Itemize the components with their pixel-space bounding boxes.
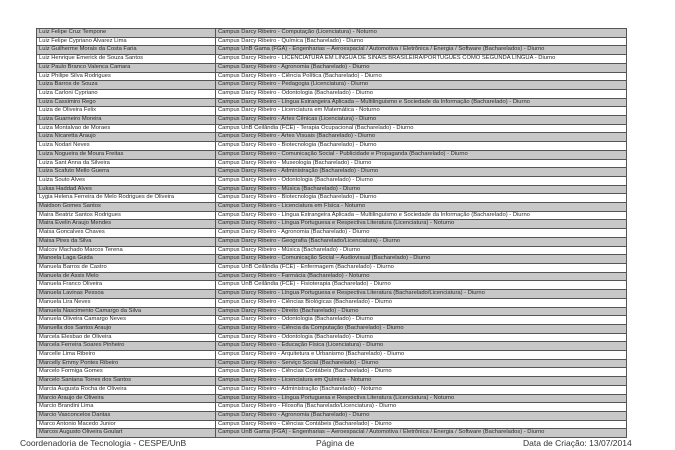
course-cell: Campus Darcy Ribeiro - Odontologia (Bacharelado) - Diurno bbox=[216, 176, 627, 185]
student-name-cell: Luiza Nogueira de Moura Freitas bbox=[37, 150, 216, 159]
student-name-cell: Manuela Barros de Castro bbox=[37, 263, 216, 272]
student-name-cell: Manuella dos Santos Araujo bbox=[37, 324, 216, 333]
footer-creation-date: Data de Criação: 13/07/2014 bbox=[523, 438, 632, 448]
student-name-cell: Manuela Lavinas Pessoa bbox=[37, 290, 216, 299]
course-cell: Campus Darcy Ribeiro - Ciências Biológicas (Bacharelado) - Diurno bbox=[216, 298, 627, 307]
table-row bbox=[37, 55, 627, 64]
student-name-cell: Maira Beatriz Santos Rodrigues bbox=[37, 211, 216, 220]
course-cell: Campus Darcy Ribeiro - Serviço Social (Bacharelado) - Diurno bbox=[216, 359, 627, 368]
student-name-cell: Marcio Araujo de Oliveira bbox=[37, 394, 216, 403]
table-row bbox=[37, 394, 627, 403]
table-row bbox=[37, 142, 627, 151]
course-cell: Campus Darcy Ribeiro - Direito (Bacharelado) - Diurno bbox=[216, 307, 627, 316]
course-cell: Campus Darcy Ribeiro - Língua Portuguesa e Respectiva Literatura (Licenciatura) - Noturno bbox=[216, 394, 627, 403]
table-row bbox=[37, 185, 627, 194]
course-cell: Campus Darcy Ribeiro - Artes Visuais (Bacharelado) - Diurno bbox=[216, 133, 627, 142]
course-cell: Campus UnB Ceilândia (FCE) - Terapia Ocupacional (Bacharelado) - Diurno bbox=[216, 124, 627, 133]
table-row bbox=[37, 63, 627, 72]
course-cell: Campus Darcy Ribeiro - Comunicação Social – Audiovisual (Bacharelado) - Diurno bbox=[216, 255, 627, 264]
table-row bbox=[37, 89, 627, 98]
student-name-cell: Luiza Nodari Neves bbox=[37, 142, 216, 151]
student-name-cell: Luiz Henrique Emerick de Souza Santos bbox=[37, 55, 216, 64]
students-table bbox=[36, 28, 627, 438]
student-name-cell: Luiza Souto Alves bbox=[37, 176, 216, 185]
course-cell: Campus Darcy Ribeiro - Administração (Bacharelado) - Noturno bbox=[216, 385, 627, 394]
student-name-cell: Luiza Guarneiro Moreira bbox=[37, 116, 216, 125]
student-name-cell: Lukas Haddad Alves bbox=[37, 185, 216, 194]
table-row bbox=[37, 176, 627, 185]
course-cell: Campus Darcy Ribeiro - Comunicação Social - Publicidade e Propaganda (Bacharelado) - Diurno bbox=[216, 150, 627, 159]
course-cell: Campus Darcy Ribeiro - Artes Cênicas (Licenciatura) - Diurno bbox=[216, 116, 627, 125]
table-row bbox=[37, 333, 627, 342]
course-cell: Campus Darcy Ribeiro - Odontologia (Bacharelado) - Diurno bbox=[216, 89, 627, 98]
table-row bbox=[37, 81, 627, 90]
student-name-cell: Manuela Nascimento Camargo da Silva bbox=[37, 307, 216, 316]
student-name-cell: Marcela Elesbao de Oliveira bbox=[37, 333, 216, 342]
student-name-cell: Luiza Carloni Cypriano bbox=[37, 89, 216, 98]
course-cell: Campus UnB Ceilândia (FCE) - Fisioterapia (Bacharelado) - Diurno bbox=[216, 281, 627, 290]
table-row bbox=[37, 246, 627, 255]
course-cell: Campus Darcy Ribeiro - Administração (Bacharelado) - Diurno bbox=[216, 168, 627, 177]
course-cell: Campus Darcy Ribeiro - Filosofia (Bacharelado/Licenciatura) - Diurno bbox=[216, 403, 627, 412]
course-cell: Campus Darcy Ribeiro - Música (Bacharelado) - Diurno bbox=[216, 246, 627, 255]
student-name-cell: Luiza Nicaretta Araujo bbox=[37, 133, 216, 142]
course-cell: Campus Darcy Ribeiro - Língua Estrangeira Aplicada – Multilinguismo e Sociedade da Informação (Bacharelado) - Diurno bbox=[216, 211, 627, 220]
course-cell: Campus UnB Gama (FGA) - Engenharias – Aeroespacial / Automotiva / Eletrônica / Energia / Software (Bacharelados) - Diurno bbox=[216, 429, 627, 438]
course-cell: Campus Darcy Ribeiro - Arquitetura e Urbanismo (Bacharelado) - Diurno bbox=[216, 351, 627, 360]
course-cell: Campus Darcy Ribeiro - Pedagogia (Licenciatura) - Diurno bbox=[216, 81, 627, 90]
student-name-cell: Luiza de Oliveira Felix bbox=[37, 107, 216, 116]
table-row bbox=[37, 168, 627, 177]
course-cell: Campus Darcy Ribeiro - Língua Estrangeira Aplicada – Multilinguismo e Sociedade da Informação (Bacharelado) - Diurno bbox=[216, 98, 627, 107]
table-row bbox=[37, 116, 627, 125]
table-row bbox=[37, 263, 627, 272]
course-cell: Campus Darcy Ribeiro - Ciência Política (Bacharelado) - Diurno bbox=[216, 72, 627, 81]
student-name-cell: Luiz Philipe Silva Rodrigues bbox=[37, 72, 216, 81]
table-row bbox=[37, 368, 627, 377]
student-name-cell: Malcov Machado Marcos Terena bbox=[37, 246, 216, 255]
course-cell: Campus Darcy Ribeiro - Museologia (Bacharelado) - Diurno bbox=[216, 159, 627, 168]
student-name-cell: Marcela Ferreira Soares Pinheiro bbox=[37, 342, 216, 351]
course-cell: Campus Darcy Ribeiro - Agronomia (Bacharelado) - Diurno bbox=[216, 229, 627, 238]
course-cell: Campus Darcy Ribeiro - Agronomia (Bacharelado) - Diurno bbox=[216, 63, 627, 72]
student-name-cell: Manuela Oliveira Camargo Neves bbox=[37, 316, 216, 325]
table-row bbox=[37, 351, 627, 360]
course-cell: Campus Darcy Ribeiro - Computação (Licenciatura) - Noturno bbox=[216, 29, 627, 38]
student-name-cell: Luiza Scafuto Mello Guerra bbox=[37, 168, 216, 177]
student-name-cell: Luiz Guilherme Morais da Costa Faria bbox=[37, 46, 216, 55]
student-name-cell: Marcia Augusta Rocha de Oliveira bbox=[37, 385, 216, 394]
table-row bbox=[37, 377, 627, 386]
table-row bbox=[37, 324, 627, 333]
course-cell: Campus UnB Ceilândia (FCE) - Enfermagem (Bacharelado) - Diurno bbox=[216, 263, 627, 272]
student-name-cell: Luiza Cassimiro Rego bbox=[37, 98, 216, 107]
table-row bbox=[37, 385, 627, 394]
student-name-cell: Marcelo Formiga Gomes bbox=[37, 368, 216, 377]
student-name-cell: Marcelle Lima Ribeiro bbox=[37, 351, 216, 360]
course-cell: Campus Darcy Ribeiro - Licenciatura em Química - Noturno bbox=[216, 377, 627, 386]
table-row bbox=[37, 342, 627, 351]
course-cell: Campus Darcy Ribeiro - Ciência da Computação (Bacharelado) - Diurno bbox=[216, 324, 627, 333]
table-row bbox=[37, 203, 627, 212]
table-row bbox=[37, 281, 627, 290]
course-cell: Campus Darcy Ribeiro - Odontologia (Bacharelado) - Diurno bbox=[216, 316, 627, 325]
table-row bbox=[37, 133, 627, 142]
table-row bbox=[37, 403, 627, 412]
table-row bbox=[37, 359, 627, 368]
student-name-cell: Marcelo Santana Torres dos Santos bbox=[37, 377, 216, 386]
student-name-cell: Manuela Franco Oliveira bbox=[37, 281, 216, 290]
course-cell: Campus Darcy Ribeiro - Educação Física (Licenciatura) - Diurno bbox=[216, 342, 627, 351]
footer-organization: Coordenadoria de Tecnologia - CESPE/UnB bbox=[20, 438, 187, 448]
course-cell: Campus Darcy Ribeiro - Biotecnologia (Bacharelado) - Diurno bbox=[216, 142, 627, 151]
student-name-cell: Luiz Paulo Branco Valenca Camara bbox=[37, 63, 216, 72]
student-name-cell: Maidson Gomes Santos bbox=[37, 203, 216, 212]
student-name-cell: Luiz Felipe Cruz Tempone bbox=[37, 29, 216, 38]
course-cell: Campus Darcy Ribeiro - Licenciatura em Física - Noturno bbox=[216, 203, 627, 212]
student-name-cell: Luiza Montalvao de Moraes bbox=[37, 124, 216, 133]
table-row bbox=[37, 46, 627, 55]
table-row bbox=[37, 124, 627, 133]
course-cell: Campus Darcy Ribeiro - Farmácia (Bacharelado) - Noturno bbox=[216, 272, 627, 281]
table-row bbox=[37, 211, 627, 220]
student-name-cell: Marcio Vasconcelos Dantas bbox=[37, 411, 216, 420]
student-name-cell: Manoela Laga Guida bbox=[37, 255, 216, 264]
table-row bbox=[37, 429, 627, 438]
student-name-cell: Marco Antonio Macedo Junior bbox=[37, 420, 216, 429]
student-name-cell: Marcio Brandini Lima bbox=[37, 403, 216, 412]
student-name-cell: Maisa Goncalves Chaves bbox=[37, 229, 216, 238]
course-cell: Campus Darcy Ribeiro - Ciências Contábeis (Bacharelado) - Diurno bbox=[216, 420, 627, 429]
course-cell: Campus Darcy Ribeiro - Música (Bacharelado) - Diurno bbox=[216, 185, 627, 194]
student-name-cell: Manuela Lira Neves bbox=[37, 298, 216, 307]
table-row bbox=[37, 107, 627, 116]
course-cell: Campus Darcy Ribeiro - Geografia (Bacharelado/Licenciatura) - Diurno bbox=[216, 237, 627, 246]
table-row bbox=[37, 194, 627, 203]
table-row bbox=[37, 72, 627, 81]
table-row bbox=[37, 229, 627, 238]
course-cell: Campus Darcy Ribeiro - LICENCIATURA EM LÍNGUA DE SINAIS BRASILEIRA/PORTUGUÊS COMO SEGUNDA LÍNGUA - Diurno bbox=[216, 55, 627, 64]
student-name-cell: Luiza Sant Anna da Silveira bbox=[37, 159, 216, 168]
student-name-cell: Maisa Pires da Silva bbox=[37, 237, 216, 246]
students-table-body bbox=[37, 29, 627, 438]
table-row bbox=[37, 255, 627, 264]
table-row bbox=[37, 37, 627, 46]
course-cell: Campus Darcy Ribeiro - Licenciatura em Matemática - Noturno bbox=[216, 107, 627, 116]
student-name-cell: Luiz Felipe Cypriano Alvarez Lima bbox=[37, 37, 216, 46]
table-row bbox=[37, 98, 627, 107]
course-cell: Campus UnB Gama (FGA) - Engenharias – Aeroespacial / Automotiva / Eletrônica / Energia / Software (Bacharelados) - Diurno bbox=[216, 46, 627, 55]
table-row bbox=[37, 290, 627, 299]
student-name-cell: Marcos Augusto Oliveira Goulart bbox=[37, 429, 216, 438]
course-cell: Campus Darcy Ribeiro - Língua Portuguesa e Respectiva Literatura (Bacharelado/Licenciatura) - Diurno bbox=[216, 290, 627, 299]
student-name-cell: Marcelly Emmy Pontes Ribeiro bbox=[37, 359, 216, 368]
table-row bbox=[37, 220, 627, 229]
table-row bbox=[37, 420, 627, 429]
student-name-cell: Maira Evelin Araujo Mendes bbox=[37, 220, 216, 229]
course-cell: Campus Darcy Ribeiro - Língua Portuguesa e Respectiva Literatura (Licenciatura) - Noturno bbox=[216, 220, 627, 229]
course-cell: Campus Darcy Ribeiro - Biotecnologia (Bacharelado) - Diurno bbox=[216, 194, 627, 203]
table-row bbox=[37, 237, 627, 246]
footer-page-number: Página de bbox=[316, 438, 355, 448]
course-cell: Campus Darcy Ribeiro - Odontologia (Bacharelado) - Diurno bbox=[216, 333, 627, 342]
course-cell: Campus Darcy Ribeiro - Química (Bacharelado) - Diurno bbox=[216, 37, 627, 46]
table-row bbox=[37, 316, 627, 325]
table-row bbox=[37, 159, 627, 168]
course-cell: Campus Darcy Ribeiro - Ciências Contábeis (Bacharelado) - Diurno bbox=[216, 368, 627, 377]
table-row bbox=[37, 29, 627, 38]
table-row bbox=[37, 150, 627, 159]
table-row bbox=[37, 272, 627, 281]
table-row bbox=[37, 298, 627, 307]
student-name-cell: Luiza Barros de Souza bbox=[37, 81, 216, 90]
table-row bbox=[37, 307, 627, 316]
course-cell: Campus Darcy Ribeiro - Agronomia (Bacharelado) - Diurno bbox=[216, 411, 627, 420]
student-name-cell: Manuela de Assis Melo bbox=[37, 272, 216, 281]
student-name-cell: Lygia Helena Ferreira de Melo Rodrigues de Oliveira bbox=[37, 194, 216, 203]
table-row bbox=[37, 411, 627, 420]
